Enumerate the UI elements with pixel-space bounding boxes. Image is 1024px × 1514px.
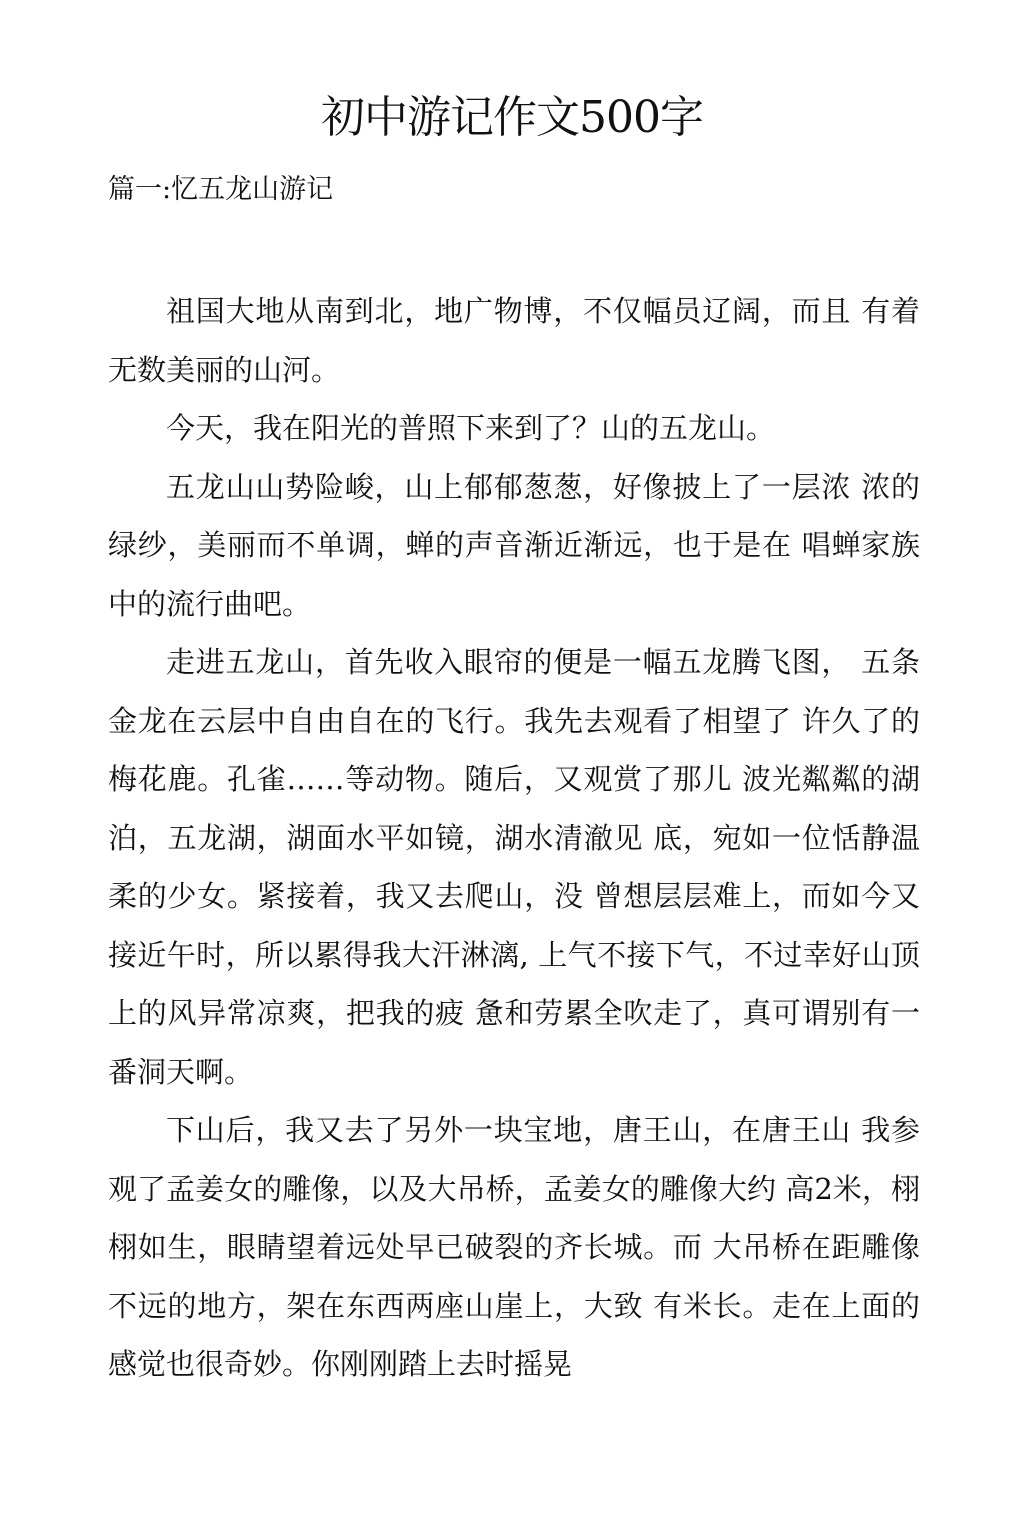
page-title: 初中游记作文500字 xyxy=(321,92,703,143)
paragraph-2: 今天，我在阳光的普照下来到了？山的五龙山。 xyxy=(166,411,776,445)
paragraph-5: 下山后，我又去了另外一块宝地，唐王山，在唐王山 我参观了孟姜女的雕像，以及大吊桥，孟姜女的雕像大约 高2米，栩栩如生，眼睛望着远处早已破裂的齐长城。而 大吊桥在距雕像不远的地方，架在东西两座山崖上，大致 有米长。走在上面的感觉也很奇妙。你刚刚踏上去时摇晃 xyxy=(108,1113,920,1381)
section-heading: 篇一:忆五龙山游记 xyxy=(108,174,334,205)
paragraph-1: 祖国大地从南到北，地广物博，不仅幅员辽阔，而且 有着无数美丽的山河。 xyxy=(108,294,920,387)
paragraph-4: 走进五龙山，首先收入眼帘的便是一幅五龙腾飞图， 五条金龙在云层中自由自在的飞行。我先去观看了相望了 许久了的梅花鹿。孔雀……等动物。随后，又观赏了那儿 波光粼粼的湖泊，五龙湖，湖面水平如镜，湖水清澈见 底，宛如一位恬静温柔的少女。紧接着，我又去爬山，没 曾想层层难上，而如今又接近午时，所以累得我大汗淋漓, 上气不接下气，不过幸好山顶上的风异常凉爽，把我的疲 惫和劳累全吹走了，真可谓别有一番洞天啊。 xyxy=(108,645,920,1089)
paragraph-3: 五龙山山势险峻，山上郁郁葱葱，好像披上了一层浓 浓的绿纱，美丽而不单调，蝉的声音渐近渐远，也于是在 唱蝉家族中的流行曲吧。 xyxy=(108,469,920,621)
essay-body xyxy=(108,282,920,1394)
